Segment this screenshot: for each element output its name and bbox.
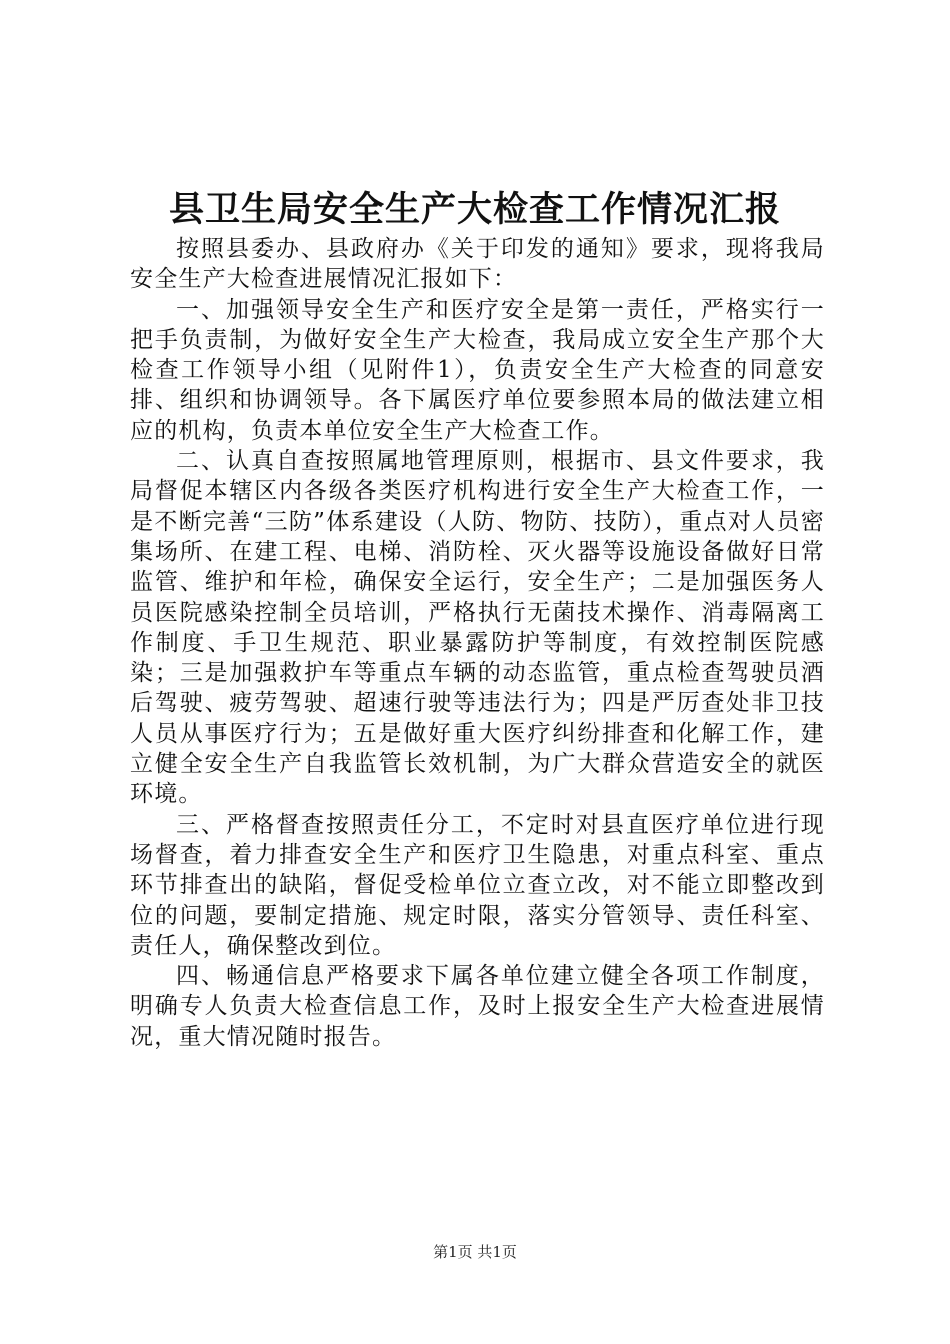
document-body (130, 234, 825, 1052)
paragraph-section-4: 四、畅通信息严格要求下属各单位建立健全各项工作制度，明确专人负责大检查信息工作，及时上报安全生产大检查进展情况，重大情况随时报告。 (130, 963, 825, 1050)
document-title: 县卫生局安全生产大检查工作情况汇报 (168, 189, 781, 230)
paragraph-intro: 按照县委办、县政府办《关于印发的通知》要求，现将我局安全生产大检查进展情况汇报如下： (130, 236, 825, 293)
page-number-footer: 第1页 共1页 (433, 1243, 517, 1261)
paragraph-section-3: 三、严格督查按照责任分工，不定时对县直医疗单位进行现场督查，着力排查安全生产和医疗卫生隐患，对重点科室、重点环节排查出的缺陷，督促受检单位立查立改，对不能立即整改到位的问题，要制定措施、规定时限，落实分管领导、责任科室、责任人，确保整改到位。 (130, 811, 825, 959)
paragraph-section-2: 二、认真自查按照属地管理原则，根据市、县文件要求，我局督促本辖区内各级各类医疗机构进行安全生产大检查工作，一是不断完善“三防”体系建设（人防、物防、技防），重点对人员密集场所、在建工程、电梯、消防栓、灭火器等设施设备做好日常监管、维护和年检，确保安全运行，安全生产；二是加强医务人员医院感染控制全员培训，严格执行无菌技术操作、消毒隔离工作制度、手卫生规范、职业暴露防护等制度，有效控制医院感染；三是加强救护车等重点车辆的动态监管，重点检查驾驶员酒后驾驶、疲劳驾驶、超速行驶等违法行为；四是严厉查处非卫技人员从事医疗行为；五是做好重大医疗纠纷排查和化解工作，建立健全安全生产自我监管长效机制，为广大群众营造安全的就医环境。 (130, 448, 825, 808)
paragraph-section-1: 一、加强领导安全生产和医疗安全是第一责任，严格实行一把手负责制，为做好安全生产大检查，我局成立安全生产那个大检查工作领导小组（见附件1），负责安全生产大检查的同意安排、组织和协调领导。各下属医疗单位要参照本局的做法建立相应的机构，负责本单位安全生产大检查工作。 (130, 296, 825, 444)
